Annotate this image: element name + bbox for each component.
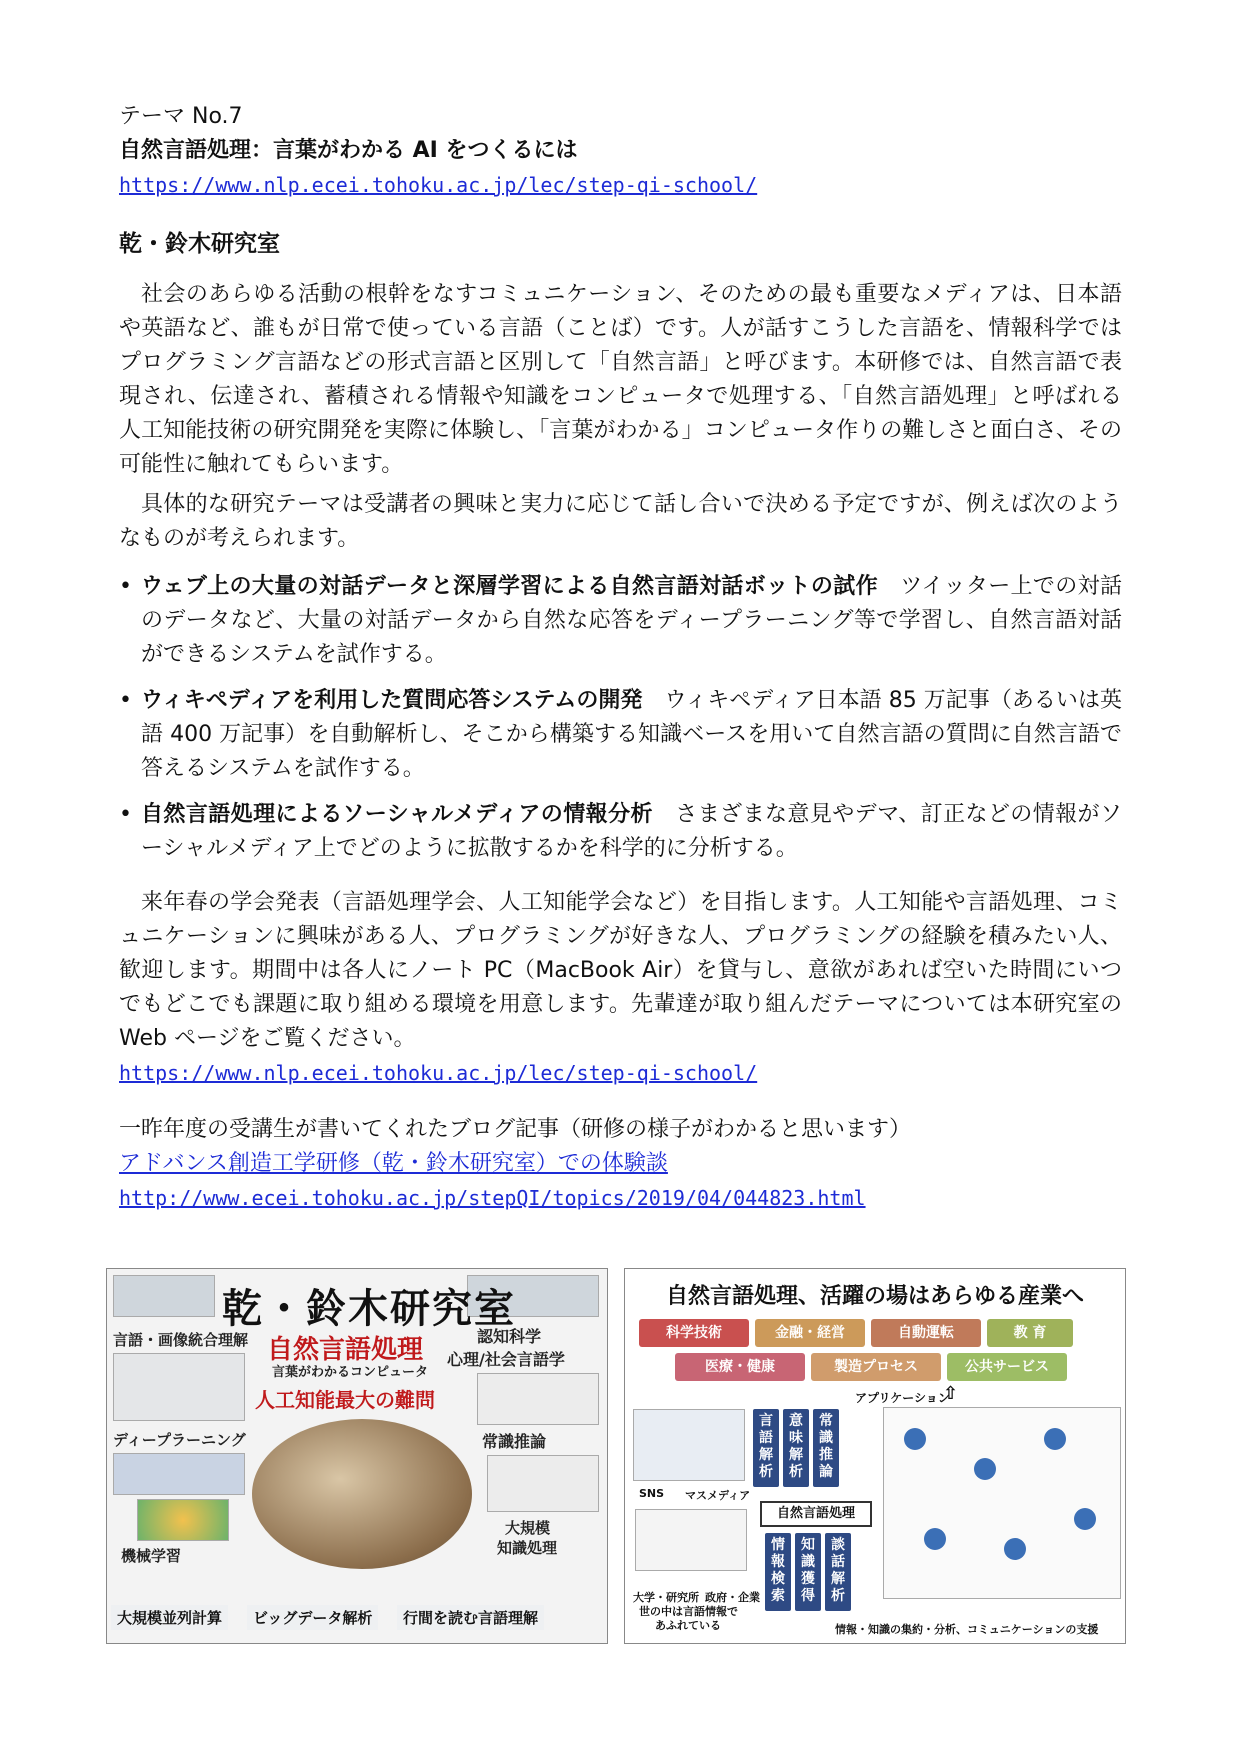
nlp-industry-diagram	[624, 1268, 1126, 1644]
application-panel	[883, 1407, 1121, 1599]
source-label: SNS	[639, 1487, 665, 1500]
topic-list	[119, 570, 1122, 866]
collage-title: 乾・鈴木研究室	[222, 1286, 516, 1332]
lab-name: 乾・鈴木研究室	[119, 231, 280, 257]
topic-heading: 自然言語処理によるソーシャルメディアの情報分析	[141, 802, 653, 827]
diagram-title: 自然言語処理、活躍の場はあらゆる産業へ	[665, 1284, 1084, 1309]
industry-tag: 教 育	[987, 1319, 1073, 1347]
lab-collage-image	[106, 1268, 608, 1644]
topic-body: さまざまな意見やデマ、訂正などの情報がソーシャルメディア上でどのように拡散するかを科学的に分析する。	[141, 802, 1122, 861]
collage-label: ディープラーニング	[113, 1431, 246, 1449]
source-label: 大学・研究所	[633, 1591, 699, 1604]
collage-subtitle: 人工知能最大の難問	[255, 1388, 435, 1412]
collage-label: 行間を読む言語理解	[397, 1605, 544, 1630]
topic-body: ツイッター上での対話のデータなど、大量の対話データから自然な応答をディープラーニング等で学習し、自然言語対話ができるシステムを試作する。	[141, 574, 1122, 667]
analysis-box: 意味解析	[783, 1409, 809, 1487]
industry-tag: 自動運転	[871, 1319, 981, 1347]
ai-brain-icon	[1044, 1428, 1066, 1450]
blog-intro: 一昨年度の受講生が書いてくれたブログ記事（研修の様子がわかると思います）	[119, 1117, 912, 1142]
analysis-box: 談話解析	[825, 1533, 851, 1611]
collage-thumbnail	[113, 1275, 215, 1317]
topic-item	[119, 570, 1122, 672]
ai-brain-icon	[1004, 1538, 1026, 1560]
collage-label: 知識処理	[497, 1539, 558, 1557]
ai-brain-icon	[924, 1528, 946, 1550]
source-label: マスメディア	[685, 1489, 751, 1502]
topic-item	[119, 798, 1122, 866]
collage-subtitle: 言葉がわかるコンピュータ	[272, 1365, 429, 1380]
theme-number: テーマ No.7	[119, 104, 243, 129]
closing-paragraph: 来年春の学会発表（言語処理学会、人工知能学会など）を目指します。人工知能や言語処理、コミュニケーションに興味がある人、プログラミングが好きな人、プログラミングの経験を積みたい人、歓迎します。期間中は各人にノート PC（MacBook Air）を貸与し、意欲があれば空いた時間にいつでもどこでも課題に取り組める環境を用意します。先輩達が取り組んだテーマについては本研究室の Web ページをご覧ください。	[119, 890, 1122, 1051]
collage-label: 機械学習	[121, 1547, 182, 1565]
industry-tag: 製造プロセス	[811, 1353, 941, 1381]
analysis-box: 言語解析	[753, 1409, 779, 1487]
source-caption: 世の中は言語情報で	[639, 1605, 738, 1618]
theme-title: 自然言語処理：言葉がわかる AI をつくるには	[119, 138, 578, 163]
ai-brain-icon	[1074, 1508, 1096, 1530]
industry-tag: 公共サービス	[947, 1353, 1067, 1381]
analysis-box: 常識推論	[813, 1409, 839, 1487]
collage-label: 大規模	[505, 1519, 551, 1537]
document-body	[119, 100, 1122, 1216]
media-thumbnail	[633, 1409, 745, 1481]
figures	[106, 1268, 1128, 1642]
collage-thumbnail	[487, 1455, 599, 1512]
analysis-box: 情報検索	[765, 1533, 791, 1611]
source-label: 政府・企業	[705, 1591, 760, 1604]
theme-url-link[interactable]: https://www.nlp.ecei.tohoku.ac.jp/lec/step-qi-school/	[119, 173, 758, 197]
up-arrow-icon: ⇧	[943, 1383, 959, 1404]
collage-label: 大規模並列計算	[111, 1605, 228, 1630]
industry-tag: 金融・経営	[755, 1319, 865, 1347]
collage-label: 常識推論	[482, 1432, 547, 1451]
collage-label: 心理/社会言語学	[447, 1350, 565, 1369]
blog-url-link[interactable]: http://www.ecei.tohoku.ac.jp/stepQI/topics/2019/04/044823.html	[119, 1186, 866, 1210]
industry-tag: 医療・健康	[675, 1353, 805, 1381]
blog-title-link[interactable]: アドバンス創造工学研修（乾・鈴木研究室）での体験談	[119, 1151, 668, 1176]
topic-body: ウィキペディア日本語 85 万記事（あるいは英語 400 万記事）を自動解析し、そこから構築する知識ベースを用いて自然言語の質問に自然言語で答えるシステムを試作する。	[141, 688, 1122, 781]
closing-url-link[interactable]: https://www.nlp.ecei.tohoku.ac.jp/lec/step-qi-school/	[119, 1061, 758, 1085]
students-photo	[252, 1419, 472, 1569]
intro-paragraph: 社会のあらゆる活動の根幹をなすコミュニケーション、そのための最も重要なメディアは、日本語や英語など、誰もが日常で使っている言語（ことば）です。人が話すこうした言語を、情報科学ではプログラミング言語などの形式言語と区別して「自然言語」と呼びます。本研修では、自然言語で表現され、伝達され、蓄積される情報や知識をコンピュータで処理する、「自然言語処理」と呼ばれる人工知能技術の研究開発を実際に体験し、「言葉がわかる」コンピュータ作りの難しさと面白さ、その可能性に触れてもらいます。	[119, 282, 1122, 477]
topics-intro: 具体的な研究テーマは受講者の興味と実力に応じて話し合いで決める予定ですが、例えば次のようなものが考えられます。	[119, 492, 1122, 551]
collage-thumbnail	[137, 1499, 229, 1541]
ai-brain-icon	[904, 1428, 926, 1450]
collage-thumbnail	[113, 1353, 245, 1421]
collage-label: 言語・画像統合理解	[113, 1331, 249, 1349]
collage-label: 認知科学	[477, 1327, 542, 1346]
collage-thumbnail	[477, 1373, 599, 1425]
nlp-center-box: 自然言語処理	[760, 1501, 872, 1527]
topic-heading: ウィキペディアを利用した質問応答システムの開発	[141, 688, 643, 713]
application-label: アプリケーション	[855, 1391, 950, 1405]
collage-subtitle: 自然言語処理	[267, 1335, 424, 1365]
collage-thumbnail	[113, 1453, 245, 1495]
cloud-thumbnail	[635, 1509, 747, 1571]
source-caption: あふれている	[655, 1619, 721, 1632]
topic-item	[119, 684, 1122, 786]
industry-tag: 科学技術	[639, 1319, 749, 1347]
analysis-box: 知識獲得	[795, 1533, 821, 1611]
ai-brain-icon	[974, 1458, 996, 1480]
diagram-footer: 情報・知識の集約・分析、コミュニケーションの支援	[835, 1623, 1099, 1636]
topic-heading: ウェブ上の大量の対話データと深層学習による自然言語対話ボットの試作	[141, 574, 878, 599]
collage-label: ビッグデータ解析	[247, 1605, 378, 1630]
